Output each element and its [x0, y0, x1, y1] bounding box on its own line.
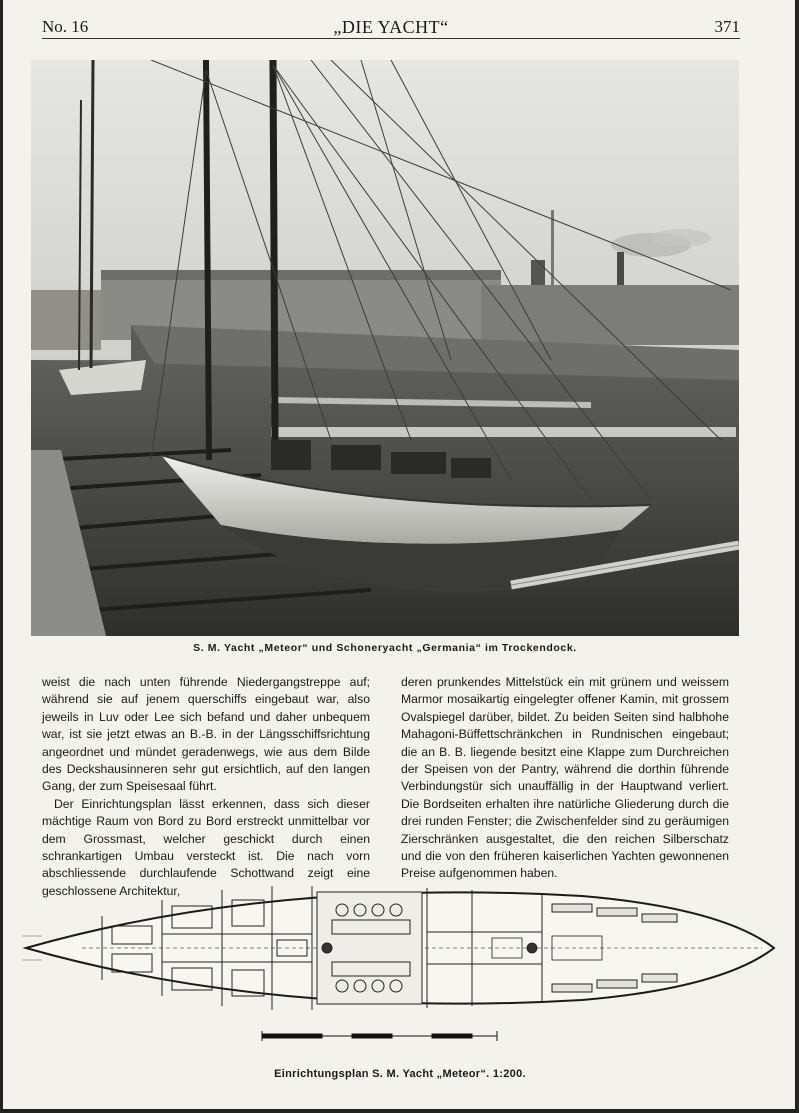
- scan-edge-bottom: [0, 1109, 799, 1113]
- drydock-photo-illustration: [31, 60, 739, 636]
- photo-caption: S. M. Yacht „Meteor“ und Schoneryacht „Germania“ im Trockendock.: [193, 642, 577, 654]
- page-number: 371: [714, 17, 740, 36]
- scan-edge-left: [0, 0, 3, 1113]
- article-column-right: [401, 674, 729, 883]
- article-column-left: [42, 674, 370, 900]
- issue-number: No. 16: [42, 17, 89, 36]
- paragraph: deren prunkendes Mittelstück ein mit grünem und weissem Marmor mosaikartig eingelegter offener Kamin, mit grossem Ovalspiegel darüber, bildet. Zu beiden Seiten sind halbhohe Mahagoni-Büffettschränkchen in Rundnischen eingebaut; die an B. B. liegende besitzt eine Klappe zum Durchreichen der Speisen von der Pantry, während die dorthin führende Verbindungstür sich unauffällig in der Hauptwand verliert. Die Bordseiten erhalten ihre natürliche Gliederung durch die drei runden Fenster; die Zwischenfelder sind zu geräumigen Zierschränken ausgestaltet, die den reichen Silberschatz und die von den früheren kaiserlichen Yachten gewonnenen Preise aufgenommen haben.: [401, 675, 729, 881]
- scan-edge-right: [795, 0, 799, 1113]
- drydock-photo: [31, 60, 739, 636]
- layout-plan-drawing: [22, 876, 778, 1048]
- paragraph: weist die nach unten führende Niedergangstreppe auf; während sie auf jenem querschiffs eingebaut war, also jeweils in Luv oder Lee sich befand und daher unbequem war, ist sie jetzt etwas an B.-B. in der Längsschiffsrichtung angeordnet und mündet geradenwegs, wie aus dem Bilde des Deckshausinneren sehr gut ersichtlich, auf den langen Gang, der zum Speisesaal führt.: [42, 675, 370, 794]
- layout-plan-illustration: [22, 876, 778, 1048]
- paragraph: Der Einrichtungsplan lässt erkennen, dass sich dieser mächtige Raum von Bord zu Bord erstreckt unmittelbar vor dem Grossmast, welcher geschickt durch einen schrankartigen Umbau versteckt ist. Die nach vorn abschliessende durchlaufende Schottwand zeigt eine geschlossene Architektur,: [42, 796, 370, 898]
- journal-title: „DIE YACHT“: [333, 17, 449, 37]
- header-rule: [42, 38, 740, 39]
- plan-caption: Einrichtungsplan S. M. Yacht „Meteor“. 1:200.: [274, 1068, 526, 1080]
